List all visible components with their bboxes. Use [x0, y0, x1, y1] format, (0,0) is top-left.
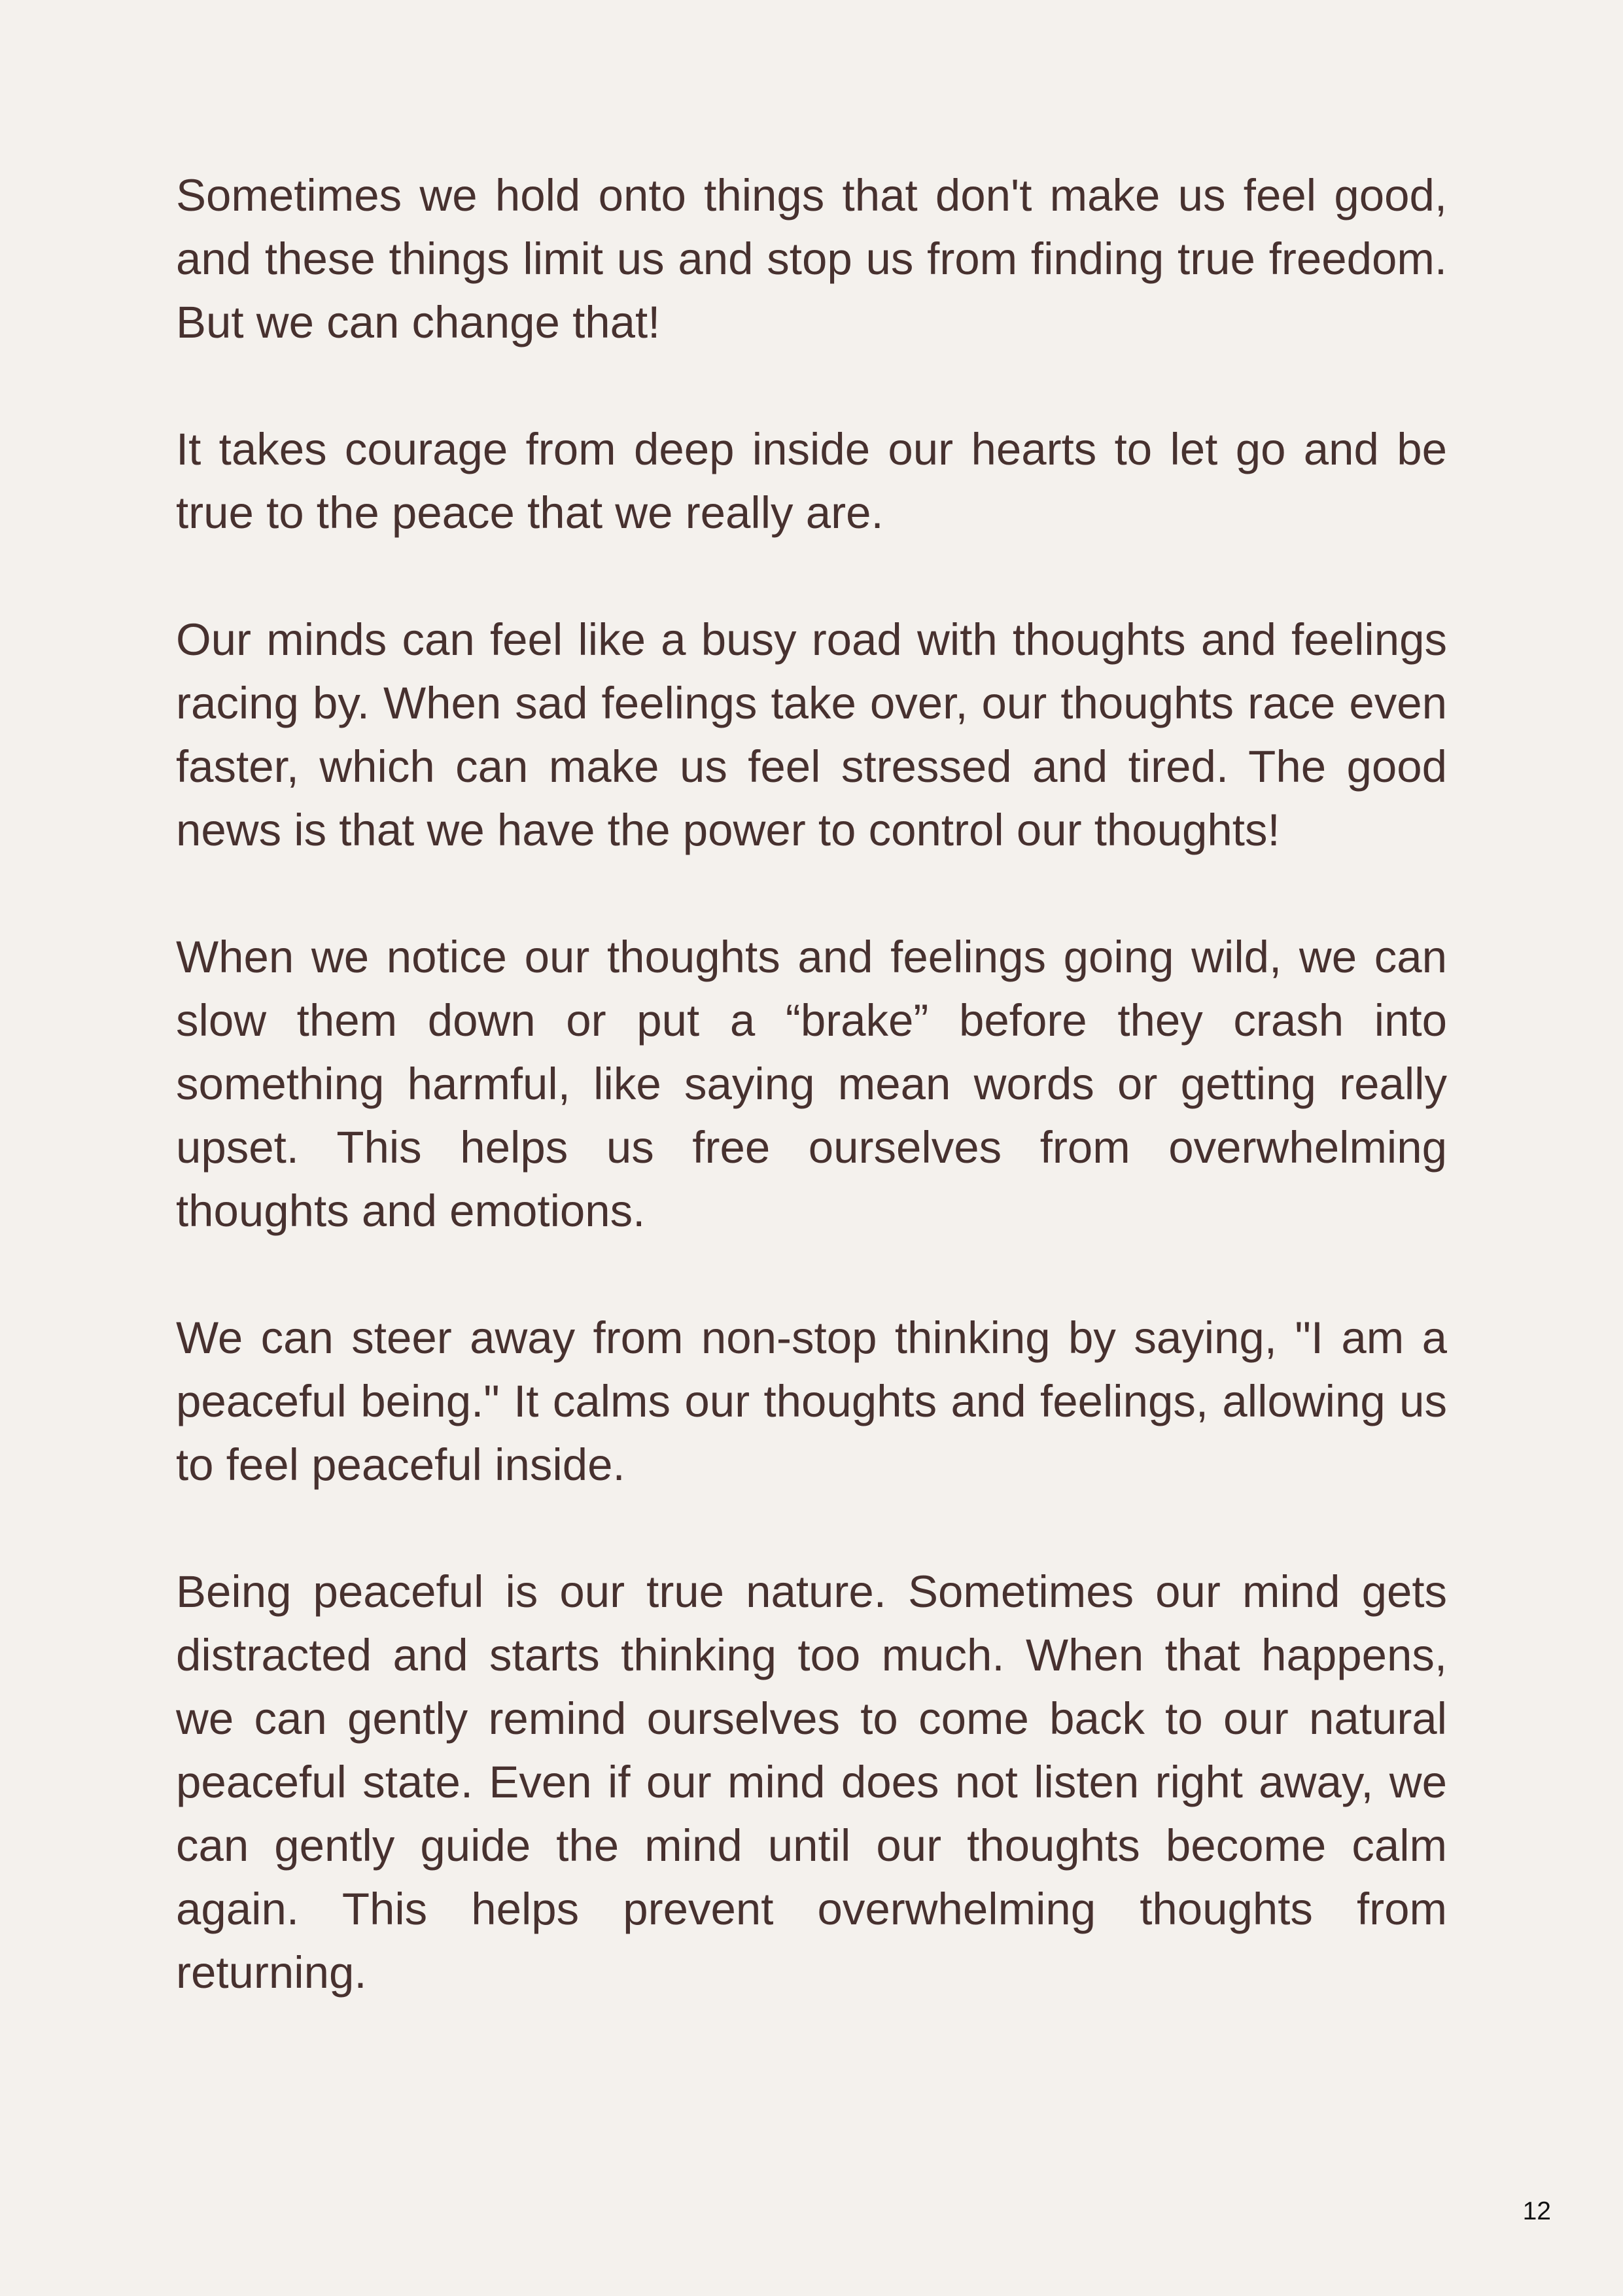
- paragraph-3: Our minds can feel like a busy road with thoughts and feelings racing by. When sad feelings take over, our thoughts race even faster, which can make us feel stressed and tired. The good news is that we have the power to control our thoughts!: [176, 614, 1447, 855]
- paragraph-5: We can steer away from non-stop thinking by saying, "I am a peaceful being." It calms our thoughts and feelings, allowing us to feel peaceful inside.: [176, 1313, 1447, 1490]
- paragraph-1: Sometimes we hold onto things that don't make us feel good, and these things limit us and stop us from finding true freedom. But we can change that!: [176, 170, 1447, 347]
- paragraph-6: Being peaceful is our true nature. Sometimes our mind gets distracted and starts thinking too much. When that happens, we can gently remind ourselves to come back to our natural peaceful state. Even if our mind does not listen right away, we can gently guide the mind until our thoughts become calm again. This helps prevent overwhelming thoughts from returning.: [176, 1566, 1447, 1998]
- paragraph-2: It takes courage from deep inside our hearts to let go and be true to the peace that we really are.: [176, 424, 1447, 538]
- page-number: 12: [1522, 2197, 1551, 2225]
- body-text: [176, 164, 1447, 2068]
- paragraph-4: When we notice our thoughts and feelings going wild, we can slow them down or put a “brake” before they crash into something harmful, like saying mean words or getting really upset. This helps us free ourselves from overwhelming thoughts and emotions.: [176, 932, 1447, 1236]
